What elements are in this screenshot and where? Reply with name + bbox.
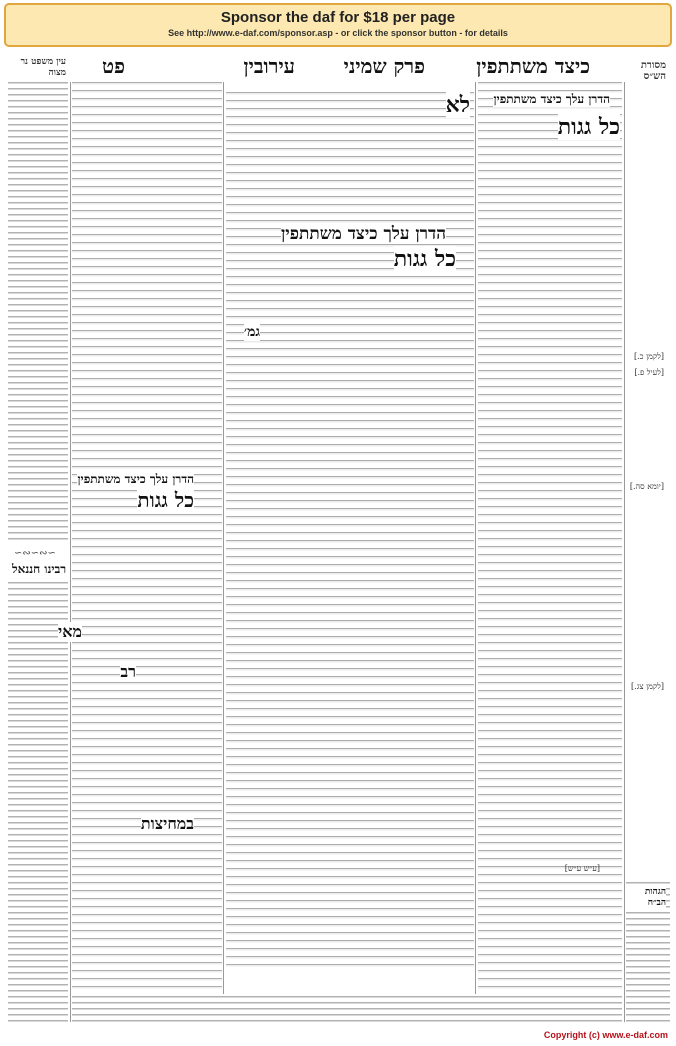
copyright-link[interactable]: Copyright (c) www.e-daf.com	[543, 1030, 668, 1040]
gemara-word: גמ׳	[243, 324, 260, 340]
tosafot-heading: הדרן עלך כיצד משתתפין	[77, 472, 194, 486]
rabbeinu-chananel-title: רבינו חננאל	[12, 562, 67, 576]
page-number: פט	[102, 54, 125, 78]
banner-subtitle: See http://www.e-daf.com/sponsor.asp - or click the sponsor button - for details	[168, 28, 508, 38]
column-divider	[223, 82, 224, 994]
gemara-opening: לא	[445, 92, 470, 118]
column-divider	[624, 82, 625, 1022]
bottom-commentary	[72, 996, 622, 1022]
margin-note: [יומא סה.]	[629, 482, 664, 491]
header-left: עירובין	[243, 54, 295, 78]
rashi-start: כל גגות	[557, 114, 620, 140]
tosafot-mai: מאי	[58, 622, 82, 641]
margin-note: [ע״ש ע״ש]	[564, 864, 600, 873]
margin-left-title: עין משפט נר מצוה	[20, 57, 66, 78]
tosafot-column	[72, 82, 222, 994]
sponsor-banner[interactable]	[4, 3, 672, 47]
ein-mishpat-column	[8, 82, 68, 542]
column-divider	[70, 82, 71, 1022]
rashi-column	[478, 82, 622, 994]
ornament-divider: ∽∾∽∾∽	[14, 548, 56, 559]
margin-note: [לקמן צג.]	[631, 682, 664, 691]
column-divider	[475, 82, 476, 994]
hagahot-title: הגהות הב״ח	[626, 886, 666, 908]
header-middle: פרק שמיני	[343, 54, 425, 78]
mishna-heading: הדרן עלך כיצד משתתפין	[280, 224, 446, 244]
margin-right-title: מסורת הש״ס	[640, 60, 666, 82]
header-right: כיצד משתתפין	[476, 54, 590, 78]
tosafot-rav: רב	[120, 662, 136, 681]
margin-note: [לעיל פ.]	[634, 368, 664, 377]
banner-title[interactable]: Sponsor the daf for $18 per page	[220, 9, 456, 26]
tosafot-start: כל גגות	[137, 488, 194, 512]
talmud-page	[6, 52, 670, 1024]
rabbeinu-chananel-column	[8, 582, 68, 1022]
margin-note: [לקמן כ.]	[633, 352, 664, 361]
bemechitzot: במחיצות	[140, 814, 194, 833]
mishna-start: כל גגות	[393, 246, 456, 272]
rashi-heading: הדרן עלך כיצד משתתפין	[493, 92, 610, 106]
